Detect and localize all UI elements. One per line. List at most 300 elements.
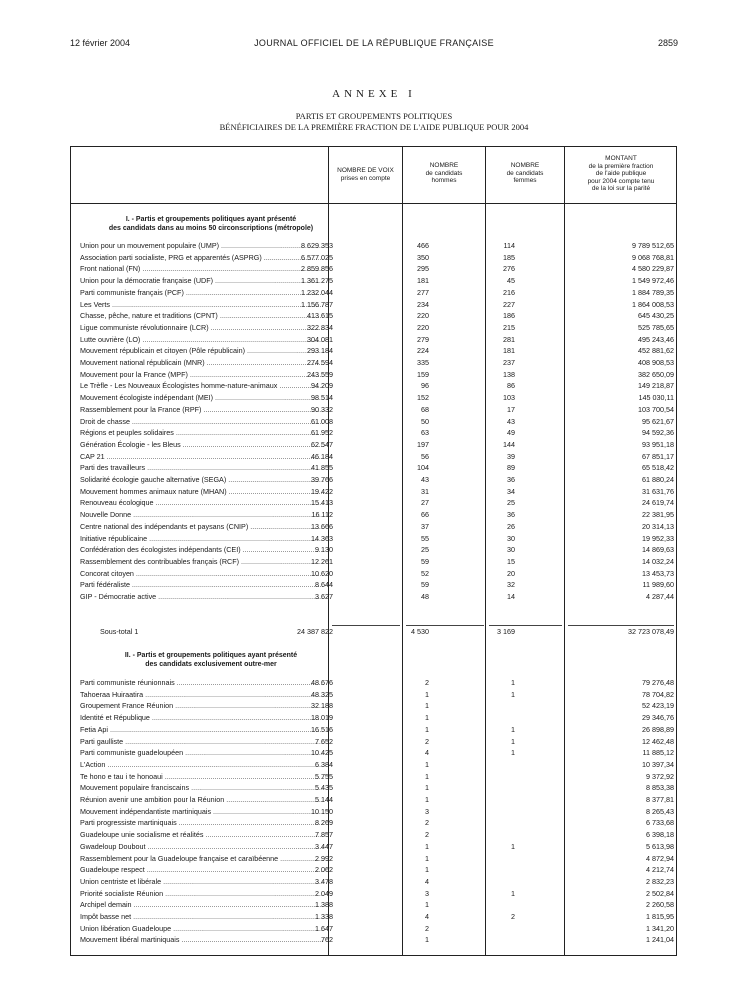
party-name: Parti des travailleurs ..... xyxy=(80,463,324,473)
subtotal-rule xyxy=(332,625,400,626)
col-header-text: hommes xyxy=(431,177,457,184)
journal-title: JOURNAL OFFICIEL DE LA RÉPUBLIQUE FRANÇAISE xyxy=(254,38,494,48)
amount-cell: 9 068 768,81 xyxy=(632,252,674,262)
party-name: Renouveau écologique ..... xyxy=(80,498,324,508)
amount-cell: 4 212,74 xyxy=(646,865,674,875)
women-candidates-cell: 30 xyxy=(507,545,515,555)
table-row xyxy=(70,545,677,555)
running-header xyxy=(70,38,678,52)
amount-cell: 8 853,38 xyxy=(646,783,674,793)
amount-cell: 408 908,53 xyxy=(638,358,674,367)
men-candidates-cell: 1 xyxy=(425,865,429,875)
table-row xyxy=(70,737,677,747)
votes-cell: 413 615 xyxy=(307,311,333,321)
section-heading-text: des candidats exclusivement outre-mer xyxy=(145,660,277,668)
amount-cell: 67 851,17 xyxy=(642,451,674,461)
women-candidates-cell: 32 xyxy=(507,580,515,590)
men-candidates-cell: 37 xyxy=(421,521,429,531)
women-candidates-cell: 1 xyxy=(511,748,515,758)
women-candidates-cell: 215 xyxy=(503,322,515,332)
women-candidates-cell: 114 xyxy=(503,241,515,250)
men-candidates-cell: 1 xyxy=(425,713,429,723)
amount-cell: 145 030,11 xyxy=(638,393,674,403)
amount-cell: 13 453,73 xyxy=(642,568,674,578)
party-name: Chasse, pêche, nature et traditions (CPNT) ..... xyxy=(80,311,324,321)
men-candidates-cell: 466 xyxy=(417,241,429,250)
votes-cell: 2 049 xyxy=(315,888,333,898)
men-candidates-cell: 1 xyxy=(425,841,429,851)
table-row xyxy=(70,264,677,274)
amount-cell: 12 462,48 xyxy=(642,736,674,746)
subtotal-row xyxy=(70,627,677,637)
party-name: Mouvement populaire franciscains ..... xyxy=(80,783,324,793)
men-candidates-cell: 224 xyxy=(417,346,429,356)
party-name: GIP - Démocratie active ..... xyxy=(80,592,324,602)
table-row xyxy=(70,288,677,298)
party-name: Fetia Api ..... xyxy=(80,725,324,735)
section-heading-text: des candidats dans au moins 50 circonscriptions (métropole) xyxy=(108,224,314,232)
party-name: Solidarité écologie gauche alternative (SEGA) ..... xyxy=(80,475,324,485)
men-candidates-cell: 59 xyxy=(421,580,429,590)
amount-cell: 1 241,04 xyxy=(646,935,674,945)
section-heading-outre-mer xyxy=(90,652,332,669)
amount-cell: 1 884 789,35 xyxy=(632,287,674,297)
women-candidates-cell: 186 xyxy=(503,311,515,321)
table-row xyxy=(70,807,677,817)
table-row xyxy=(70,358,677,368)
table-row xyxy=(70,253,677,263)
women-candidates-cell: 20 xyxy=(507,568,515,578)
table-row xyxy=(70,690,677,700)
parties-table xyxy=(70,146,677,956)
women-candidates-cell: 144 xyxy=(503,439,515,449)
party-name: Parti communiste guadeloupéen ..... xyxy=(80,748,324,758)
table-row xyxy=(70,452,677,462)
page-number: 2859 xyxy=(657,38,678,48)
amount-cell: 8 377,81 xyxy=(646,795,674,804)
votes-cell: 1 156 787 xyxy=(301,299,333,309)
table-row xyxy=(70,300,677,310)
table-row xyxy=(70,370,677,380)
party-name: Centre national des indépendants et paysans (CNIP) ..... xyxy=(80,522,324,532)
document-title-line2: BÉNÉFICIAIRES DE LA PREMIÈRE FRACTION DE L'AIDE PUBLIQUE POUR 2004 xyxy=(219,122,529,132)
votes-cell: 24 387 822 xyxy=(297,627,333,636)
men-candidates-cell: 59 xyxy=(421,556,429,566)
amount-cell: 2 260,58 xyxy=(646,900,674,910)
party-name: Mouvement écologiste indépendant (MEI) ..... xyxy=(80,393,324,403)
party-name: Guadeloupe respect ..... xyxy=(80,865,324,875)
amount-cell: 31 631,76 xyxy=(642,486,674,496)
amount-cell: 9 789 512,65 xyxy=(632,241,674,250)
document-title-line1: PARTIS ET GROUPEMENTS POLITIQUES xyxy=(295,111,453,121)
votes-cell: 5 144 xyxy=(315,795,333,804)
women-candidates-cell: 185 xyxy=(503,252,515,262)
men-candidates-cell: 4 xyxy=(425,876,429,886)
table-row xyxy=(70,877,677,887)
men-candidates-cell: 220 xyxy=(417,322,429,332)
table-row xyxy=(70,830,677,840)
votes-cell: 62 547 xyxy=(311,439,333,449)
table-row xyxy=(70,592,677,602)
party-name: Priorité socialiste Réunion ..... xyxy=(80,889,324,899)
votes-cell: 14 363 xyxy=(311,533,333,543)
men-candidates-cell: 55 xyxy=(421,533,429,543)
votes-cell: 274 594 xyxy=(307,358,333,367)
col-header-text: NOMBRE xyxy=(429,162,459,169)
table-row xyxy=(70,924,677,934)
amount-cell: 93 951,18 xyxy=(642,439,674,449)
table-row xyxy=(70,335,677,345)
votes-cell: 2 992 xyxy=(315,853,333,863)
votes-cell: 2 062 xyxy=(315,865,333,875)
amount-cell: 32 723 078,49 xyxy=(628,627,674,636)
men-candidates-cell: 2 xyxy=(425,923,429,933)
party-name: Génération Écologie - les Bleus ..... xyxy=(80,440,324,450)
table-row xyxy=(70,311,677,321)
women-candidates-cell: 15 xyxy=(507,556,515,566)
table-row xyxy=(70,276,677,286)
men-candidates-cell: 277 xyxy=(417,287,429,297)
subtotal-rule xyxy=(568,625,674,626)
amount-cell: 19 952,33 xyxy=(642,533,674,543)
table-row xyxy=(70,748,677,758)
men-candidates-cell: 96 xyxy=(421,381,429,391)
men-candidates-cell: 159 xyxy=(417,369,429,379)
men-candidates-cell: 66 xyxy=(421,510,429,520)
votes-cell: 61 952 xyxy=(311,428,333,438)
votes-cell: 762 xyxy=(321,935,333,945)
women-candidates-cell: 30 xyxy=(507,533,515,543)
men-candidates-cell: 152 xyxy=(417,393,429,403)
men-candidates-cell: 50 xyxy=(421,416,429,426)
col-header-text: de candidats xyxy=(506,169,544,177)
men-candidates-cell: 2 xyxy=(425,736,429,746)
votes-cell: 7 652 xyxy=(315,736,333,746)
women-candidates-cell: 45 xyxy=(507,276,515,286)
table-row xyxy=(70,428,677,438)
amount-cell: 495 243,46 xyxy=(638,334,674,344)
table-row xyxy=(70,241,677,251)
table-row xyxy=(70,381,677,391)
amount-cell: 149 218,87 xyxy=(638,381,674,391)
women-candidates-cell: 227 xyxy=(503,299,515,309)
votes-cell: 6 577 025 xyxy=(301,252,333,262)
amount-cell: 1 815,95 xyxy=(646,912,674,921)
col-header-femmes xyxy=(486,162,564,185)
section-heading-text: II. - Partis et groupements politiques ayant présenté xyxy=(124,652,298,659)
amount-cell: 103 700,54 xyxy=(638,404,674,414)
table-row xyxy=(70,701,677,711)
men-candidates-cell: 52 xyxy=(421,568,429,578)
party-name: Initiative républicaine ..... xyxy=(80,534,324,544)
votes-cell: 7 857 xyxy=(315,830,333,840)
women-candidates-cell: 25 xyxy=(507,498,515,508)
amount-cell: 94 592,36 xyxy=(642,428,674,438)
votes-cell: 98 514 xyxy=(311,393,333,403)
votes-cell: 10 620 xyxy=(311,568,333,578)
party-name: Mouvement indépendantiste martiniquais ..... xyxy=(80,807,324,817)
men-candidates-cell: 234 xyxy=(417,299,429,309)
amount-cell: 52 423,19 xyxy=(642,701,674,711)
amount-cell: 29 346,76 xyxy=(642,713,674,723)
votes-cell: 10 150 xyxy=(311,806,333,816)
table-row xyxy=(70,772,677,782)
men-candidates-cell: 220 xyxy=(417,311,429,321)
party-name: Union pour la démocratie française (UDF) ..... xyxy=(80,276,324,286)
col-header-text: de la première fraction xyxy=(588,162,654,170)
party-name: Droit de chasse ..... xyxy=(80,417,324,427)
section-heading-metropole xyxy=(90,216,332,233)
women-candidates-cell: 181 xyxy=(503,346,515,356)
votes-cell: 2 859 856 xyxy=(301,264,333,274)
party-name: L'Action ..... xyxy=(80,760,324,770)
header-date: 12 février 2004 xyxy=(70,38,131,48)
votes-cell: 18 019 xyxy=(311,713,333,723)
party-name: Association parti socialiste, PRG et apparentés (ASPRG) ..... xyxy=(80,253,324,263)
women-candidates-cell: 216 xyxy=(503,287,515,297)
women-candidates-cell: 281 xyxy=(503,334,515,344)
women-candidates-cell: 1 xyxy=(511,678,515,687)
women-candidates-cell: 49 xyxy=(507,428,515,438)
col-header-text: femmes xyxy=(513,177,537,184)
votes-cell: 243 559 xyxy=(307,369,333,379)
votes-cell: 1 647 xyxy=(315,923,333,933)
party-name: Sous-total 1 xyxy=(100,627,139,636)
amount-cell: 10 397,34 xyxy=(642,759,674,769)
women-candidates-cell: 43 xyxy=(507,416,515,426)
votes-cell: 6 384 xyxy=(315,759,333,769)
women-candidates-cell: 36 xyxy=(507,510,515,520)
table-row xyxy=(70,935,677,945)
col-header-text: MONTANT xyxy=(605,155,637,162)
men-candidates-cell: 2 xyxy=(425,830,429,840)
amount-cell: 11 885,12 xyxy=(642,748,674,758)
women-candidates-cell: 17 xyxy=(507,404,515,414)
amount-cell: 382 650,09 xyxy=(638,369,674,379)
women-candidates-cell: 1 xyxy=(511,724,515,734)
amount-cell: 95 621,67 xyxy=(642,416,674,426)
amount-cell: 2 502,84 xyxy=(646,888,674,898)
party-name: Concorat citoyen ..... xyxy=(80,569,324,579)
men-candidates-cell: 1 xyxy=(425,935,429,945)
party-name: Parti gaulliste ..... xyxy=(80,737,324,747)
amount-cell: 4 872,94 xyxy=(646,853,674,863)
party-name: Ligue communiste révolutionnaire (LCR) ..... xyxy=(80,323,324,333)
women-candidates-cell: 138 xyxy=(503,369,515,379)
amount-cell: 1 549 972,46 xyxy=(632,276,674,286)
votes-cell: 3 478 xyxy=(315,876,333,886)
women-candidates-cell: 2 xyxy=(511,912,515,921)
men-candidates-cell: 295 xyxy=(417,264,429,274)
women-candidates-cell: 1 xyxy=(511,736,515,746)
votes-cell: 1 388 xyxy=(315,900,333,910)
col-header-text: NOMBRE xyxy=(510,162,540,169)
party-name: Nouvelle Donne ..... xyxy=(80,510,324,520)
party-name: Union pour un mouvement populaire (UMP) ..... xyxy=(80,241,324,251)
men-candidates-cell: 1 xyxy=(425,795,429,804)
amount-cell: 14 869,63 xyxy=(642,545,674,555)
votes-cell: 3 447 xyxy=(315,841,333,851)
amount-cell: 6 398,18 xyxy=(646,830,674,840)
men-candidates-cell: 63 xyxy=(421,428,429,438)
party-name: Régions et peuples solidaires ..... xyxy=(80,428,324,438)
col-header-text: de l'aide publique xyxy=(595,170,647,177)
women-candidates-cell: 14 xyxy=(507,592,515,601)
women-candidates-cell: 3 169 xyxy=(497,627,515,636)
party-name: Mouvement républicain et citoyen (Pôle républicain) ..... xyxy=(80,346,324,356)
votes-cell: 8 644 xyxy=(315,580,333,590)
table-row xyxy=(70,713,677,723)
party-name: Rassemblement pour la France (RPF) ..... xyxy=(80,405,324,415)
party-name: Mouvement national républicain (MNR) ..... xyxy=(80,358,324,368)
party-name: Mouvement pour la France (MPF) ..... xyxy=(80,370,324,380)
party-name: Les Verts ..... xyxy=(80,300,324,310)
table-row xyxy=(70,557,677,567)
women-candidates-cell: 36 xyxy=(507,475,515,484)
amount-cell: 525 785,65 xyxy=(638,322,674,332)
men-candidates-cell: 181 xyxy=(417,276,429,286)
men-candidates-cell: 1 xyxy=(425,783,429,793)
votes-cell: 15 413 xyxy=(311,498,333,508)
votes-cell: 90 332 xyxy=(311,404,333,414)
men-candidates-cell: 1 xyxy=(425,771,429,781)
header-rule xyxy=(70,203,677,204)
amount-cell: 6 733,68 xyxy=(646,818,674,828)
votes-cell: 48 676 xyxy=(311,678,333,687)
men-candidates-cell: 56 xyxy=(421,451,429,461)
men-candidates-cell: 43 xyxy=(421,475,429,484)
table-row xyxy=(70,346,677,356)
votes-cell: 48 325 xyxy=(311,689,333,699)
amount-cell: 4 580 229,87 xyxy=(632,264,674,274)
table-row xyxy=(70,463,677,473)
table-row xyxy=(70,534,677,544)
table-row xyxy=(70,783,677,793)
party-name: Le Trèfle - Les Nouveaux Écologistes homme-nature-animaux ..... xyxy=(80,381,324,391)
women-candidates-cell: 86 xyxy=(507,381,515,391)
votes-cell: 94 209 xyxy=(311,381,333,391)
table-row xyxy=(70,842,677,852)
table-row xyxy=(70,510,677,520)
votes-cell: 32 188 xyxy=(311,701,333,711)
table-row xyxy=(70,475,677,485)
section-heading-text: I. - Partis et groupements politiques ayant présenté xyxy=(125,216,297,223)
party-name: Parti fédéraliste ..... xyxy=(80,580,324,590)
votes-cell: 16 516 xyxy=(311,724,333,734)
party-name: Union centriste et libérale ..... xyxy=(80,877,324,887)
table-row xyxy=(70,417,677,427)
men-candidates-cell: 68 xyxy=(421,404,429,414)
votes-cell: 61 008 xyxy=(311,416,333,426)
table-row xyxy=(70,678,677,688)
table-row xyxy=(70,323,677,333)
men-candidates-cell: 2 xyxy=(425,678,429,687)
men-candidates-cell: 1 xyxy=(425,689,429,699)
table-row xyxy=(70,854,677,864)
votes-cell: 3 627 xyxy=(315,592,333,601)
amount-cell: 65 518,42 xyxy=(642,463,674,473)
votes-cell: 39 766 xyxy=(311,475,333,484)
men-candidates-cell: 4 xyxy=(425,748,429,758)
men-candidates-cell: 1 xyxy=(425,853,429,863)
votes-cell: 5 435 xyxy=(315,783,333,793)
party-name: Tahoeraa Huiraatira ..... xyxy=(80,690,324,700)
table-row xyxy=(70,405,677,415)
party-name: Réunion avenir une ambition pour la Réunion ..... xyxy=(80,795,324,805)
table-row xyxy=(70,760,677,770)
col-header-text: pour 2004 compte tenu xyxy=(587,177,655,185)
col-header-text: de candidats xyxy=(425,169,463,177)
party-name: Identité et République ..... xyxy=(80,713,324,723)
table-row xyxy=(70,580,677,590)
table-row xyxy=(70,440,677,450)
table-row xyxy=(70,498,677,508)
party-name: Front national (FN) ..... xyxy=(80,264,324,274)
women-candidates-cell: 1 xyxy=(511,841,515,851)
votes-cell: 10 425 xyxy=(311,748,333,758)
men-candidates-cell: 335 xyxy=(417,358,429,367)
col-header-text: prises en compte xyxy=(340,174,391,182)
col-header-text: de la loi sur la parité xyxy=(591,185,651,192)
col-header-montant xyxy=(565,155,677,193)
men-candidates-cell: 2 xyxy=(425,818,429,828)
men-candidates-cell: 1 xyxy=(425,701,429,711)
table-row xyxy=(70,865,677,875)
amount-cell: 20 314,13 xyxy=(642,521,674,531)
table-row xyxy=(70,569,677,579)
women-candidates-cell: 237 xyxy=(503,358,515,367)
col-header-voix xyxy=(329,167,402,182)
table-row xyxy=(70,795,677,805)
votes-cell: 12 261 xyxy=(311,556,333,566)
party-name: Groupement France Réunion ..... xyxy=(80,701,324,711)
votes-cell: 8 629 353 xyxy=(301,241,333,250)
men-candidates-cell: 1 xyxy=(425,900,429,910)
men-candidates-cell: 1 xyxy=(425,759,429,769)
amount-cell: 78 704,82 xyxy=(642,689,674,699)
women-candidates-cell: 103 xyxy=(503,393,515,403)
women-candidates-cell: 1 xyxy=(511,689,515,699)
party-name: Archipel demain ..... xyxy=(80,900,324,910)
women-candidates-cell: 26 xyxy=(507,521,515,531)
party-name: CAP 21 ..... xyxy=(80,452,324,462)
table-row xyxy=(70,900,677,910)
votes-cell: 8 269 xyxy=(315,818,333,828)
amount-cell: 4 287,44 xyxy=(646,592,674,601)
party-name: Union libération Guadeloupe ..... xyxy=(80,924,324,934)
amount-cell: 5 613,98 xyxy=(646,841,674,851)
party-name: Impôt basse net ..... xyxy=(80,912,324,922)
party-name: Mouvement hommes animaux nature (MHAN) ..... xyxy=(80,487,324,497)
votes-cell: 1 338 xyxy=(315,912,333,921)
amount-cell: 26 898,89 xyxy=(642,724,674,734)
votes-cell: 41 855 xyxy=(311,463,333,473)
party-name: Mouvement libéral martiniquais ..... xyxy=(80,935,324,945)
table-row xyxy=(70,818,677,828)
amount-cell: 1 864 008,53 xyxy=(632,299,674,309)
men-candidates-cell: 350 xyxy=(417,252,429,262)
party-name: Rassemblement des contribuables français (RCF) ..... xyxy=(80,557,324,567)
men-candidates-cell: 104 xyxy=(417,463,429,473)
men-candidates-cell: 4 xyxy=(425,912,429,921)
col-header-text: NOMBRE DE VOIX xyxy=(337,167,394,174)
votes-cell: 322 834 xyxy=(307,322,333,332)
amount-cell: 2 832,23 xyxy=(646,876,674,886)
amount-cell: 22 381,95 xyxy=(642,510,674,520)
men-candidates-cell: 3 xyxy=(425,806,429,816)
men-candidates-cell: 48 xyxy=(421,592,429,601)
amount-cell: 645 430,25 xyxy=(638,311,674,321)
